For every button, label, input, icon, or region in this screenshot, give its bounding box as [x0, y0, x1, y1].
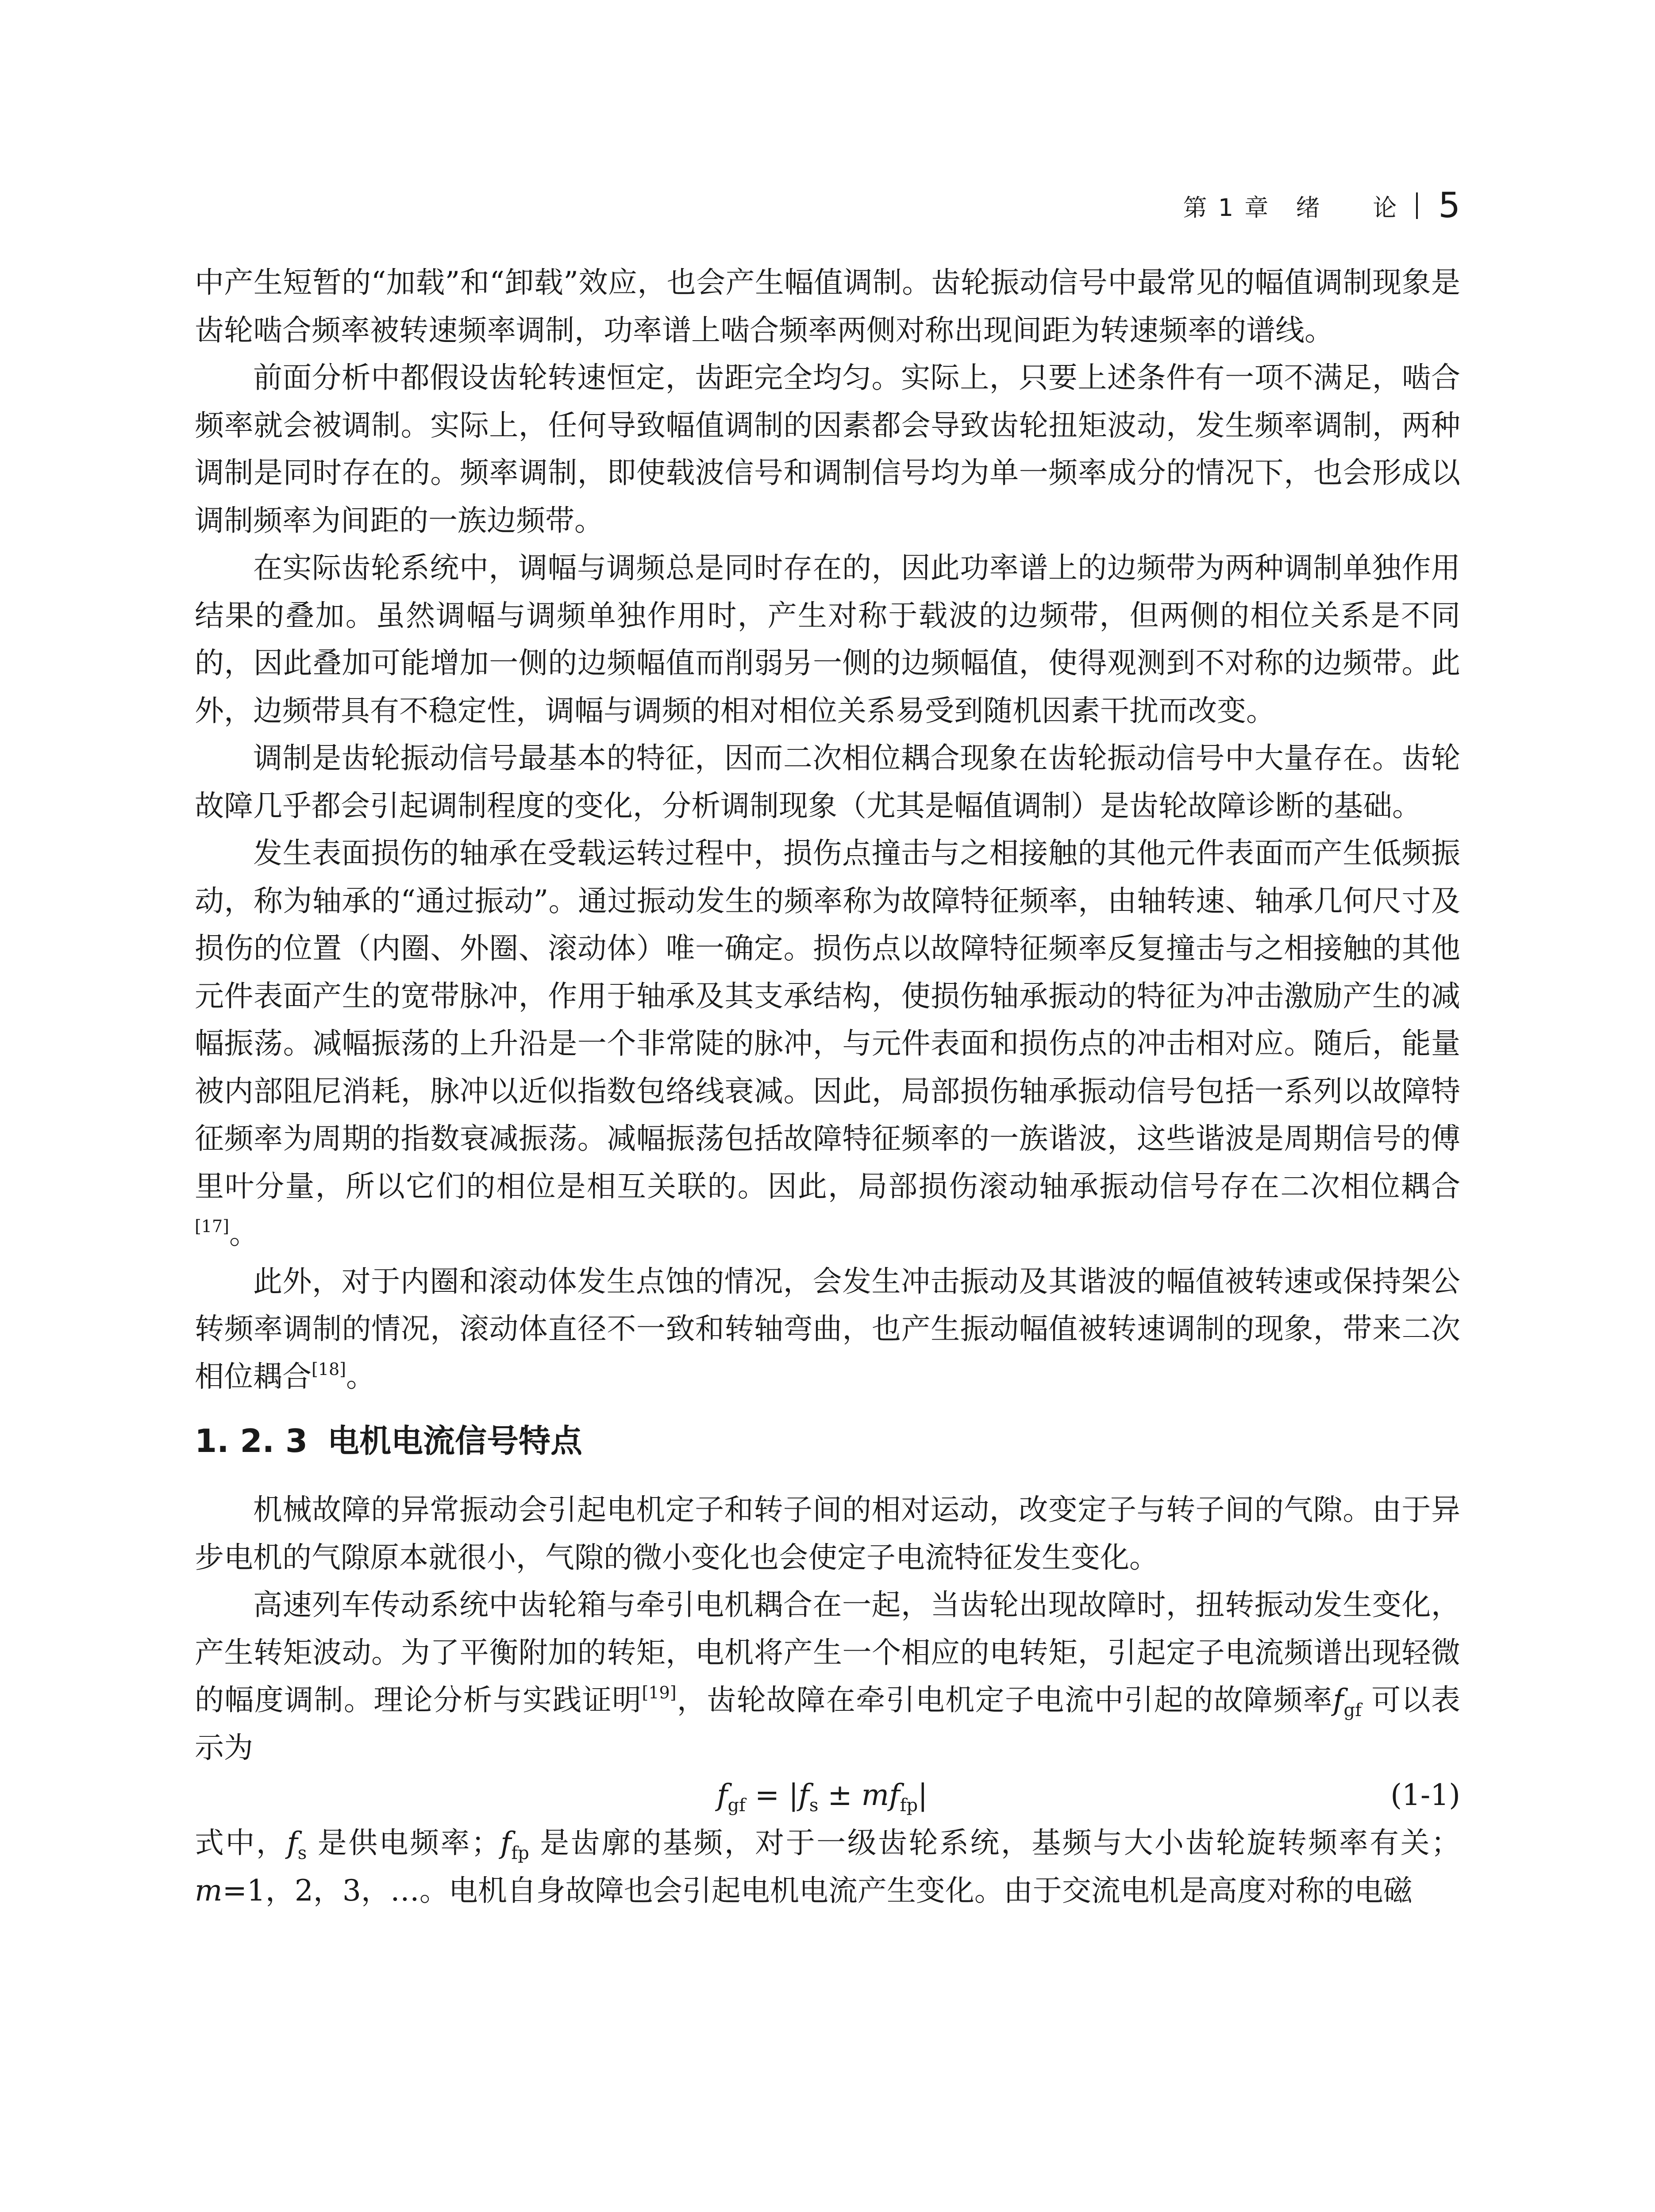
eq-m: m [861, 1778, 889, 1812]
section-heading [195, 1417, 1460, 1465]
citation-18: [18] [312, 1359, 346, 1379]
variable-fs: f [287, 1826, 298, 1860]
motor-paragraph [195, 1581, 1460, 1771]
eq-equals: = [745, 1778, 789, 1812]
page-number: 5 [1438, 186, 1460, 226]
eq-abs-close: | [918, 1778, 928, 1812]
citation-17: [17] [195, 1217, 230, 1236]
inner-ring-paragraph [195, 1258, 1460, 1401]
m-description: =1，2，3，…。电机自身故障也会引起电机电流产生变化。由于交流电机是高度对称的电磁 [222, 1873, 1413, 1908]
page-header [1183, 186, 1460, 226]
header-divider [1416, 192, 1418, 219]
eq-plus-minus: ± [818, 1778, 862, 1812]
ffp-description: 是齿廓的基频，对于一级齿轮系统，基频与大小齿轮旋转频率有关； [529, 1826, 1461, 1860]
explanation-paragraph [195, 1819, 1460, 1914]
paragraph: 调制是齿轮振动信号最基本的特征，因而二次相位耦合现象在齿轮振动信号中大量存在。齿轮故障几乎都会引起调制程度的变化，分析调制现象（尤其是幅值调制）是齿轮故障诊断的基础。 [195, 741, 1460, 823]
bearing-text: 发生表面损伤的轴承在受载运转过程中，损伤点撞击与之相接触的其他元件表面而产生低频振动，称为轴承的“通过振动”。通过振动发生的频率称为故障特征频率，由轴转速、轴承几何尺寸及损伤的位置（内圈、外圈、滚动体）唯一确定。损伤点以故障特征频率反复撞击与之相接触的其他元件表面产生的宽带脉冲，作用于轴承及其支承结构，使损伤轴承振动的特征为冲击激励产生的减幅振荡。减幅振荡的上升沿是一个非常陡的脉冲，与元件表面和损伤点的冲击相对应。随后，能量被内部阻尼消耗，脉冲以近似指数包络线衰减。因此，局部损伤轴承振动信号包括一系列以故障特征频率为周期的指数衰减振荡。减幅振荡包括故障特征频率的一族谐波，这些谐波是周期信号的傅里叶分量，所以它们的相位是相互关联的。因此，局部损伤滚动轴承振动信号存在二次相位耦合 [195, 836, 1460, 1203]
citation-19: [19] [642, 1683, 677, 1702]
motor-text-2: ，齿轮故障在牵引电机定子电流中引起的故障频率 [676, 1683, 1333, 1717]
paragraph: 在实际齿轮系统中，调幅与调频总是同时存在的，因此功率谱上的边频带为两种调制单独作用结果的叠加。虽然调幅与调频单独作用时，产生对称于载波的边频带，但两侧的相位关系是不同的，因此叠加可能增加一侧的边频幅值而削弱另一侧的边频幅值，使得观测到不对称的边频带。此外，边频带具有不稳定性，调幅与调频的相对相位关系易受到随机因素干扰而改变。 [195, 551, 1460, 728]
motor-text-3: 可以表示为 [195, 1683, 1461, 1765]
fs-description: 是供电频率； [307, 1826, 500, 1860]
subscript-gf: gf [1343, 1700, 1362, 1720]
paragraph: 前面分析中都假设齿轮转速恒定，齿距完全均匀。实际上，只要上述条件有一项不满足，啮合频率就会被调制。实际上，任何导致幅值调制的因素都会导致齿轮扭矩波动，发生频率调制，两种调制是同时存在的。频率调制，即使载波信号和调制信号均为单一频率成分的情况下，也会形成以调制频率为间距的一族边频带。 [195, 361, 1460, 538]
paragraph: 中产生短暂的“加载”和“卸载”效应，也会产生幅值调制。齿轮振动信号中最常见的幅值调制现象是齿轮啮合频率被转速频率调制，功率谱上啮合频率两侧对称出现间距为转速频率的谱线。 [195, 265, 1460, 347]
equation-1-1 [195, 1771, 1460, 1819]
page-body [195, 259, 1460, 1914]
inner-ring-text: 此外，对于内圈和滚动体发生点蚀的情况，会发生冲击振动及其谐波的幅值被转速或保持架公转频率调制的情况，滚动体直径不一致和转轴弯曲，也产生振动幅值被转速调制的现象，带来二次相位耦合 [195, 1264, 1460, 1394]
section-title: 电机电流信号特点 [327, 1422, 583, 1459]
paragraph-end: 。 [229, 1217, 259, 1251]
eq-abs-open: | [789, 1778, 799, 1812]
paragraph-end: 。 [346, 1359, 376, 1394]
bearing-paragraph [195, 830, 1460, 1258]
equation-body [717, 1771, 928, 1819]
eq-fs-sub: s [809, 1795, 819, 1816]
eq-lhs-sub: gf [727, 1795, 746, 1816]
eq-ffp: f [889, 1778, 900, 1812]
chapter-title: 第 1 章 绪 论 [1183, 193, 1399, 222]
paragraph: 机械故障的异常振动会引起电机定子和转子间的相对运动，改变定子与转子间的气隙。由于异步电机的气隙原本就很小，气隙的微小变化也会使定子电流特征发生变化。 [195, 1493, 1460, 1575]
section-number: 1. 2. 3 [195, 1422, 308, 1459]
explanation-prefix: 式中， [195, 1826, 287, 1860]
subscript-s: s [297, 1843, 307, 1863]
subscript-fp: fp [511, 1843, 529, 1863]
variable-f: f [1333, 1683, 1344, 1717]
eq-lhs-f: f [717, 1778, 728, 1812]
equation-number: (1-1) [1390, 1778, 1460, 1812]
motor-text: 高速列车传动系统中齿轮箱与牵引电机耦合在一起，当齿轮出现故障时，扭转振动发生变化，产生转矩波动。为了平衡附加的转矩，电机将产生一个相应的电转矩，引起定子电流频谱出现轻微的幅度调制。理论分析与实践证明 [195, 1588, 1460, 1717]
variable-m: m [195, 1873, 223, 1908]
variable-ffp: f [500, 1826, 512, 1860]
eq-ffp-sub: fp [900, 1795, 918, 1816]
eq-fs: f [798, 1778, 809, 1812]
